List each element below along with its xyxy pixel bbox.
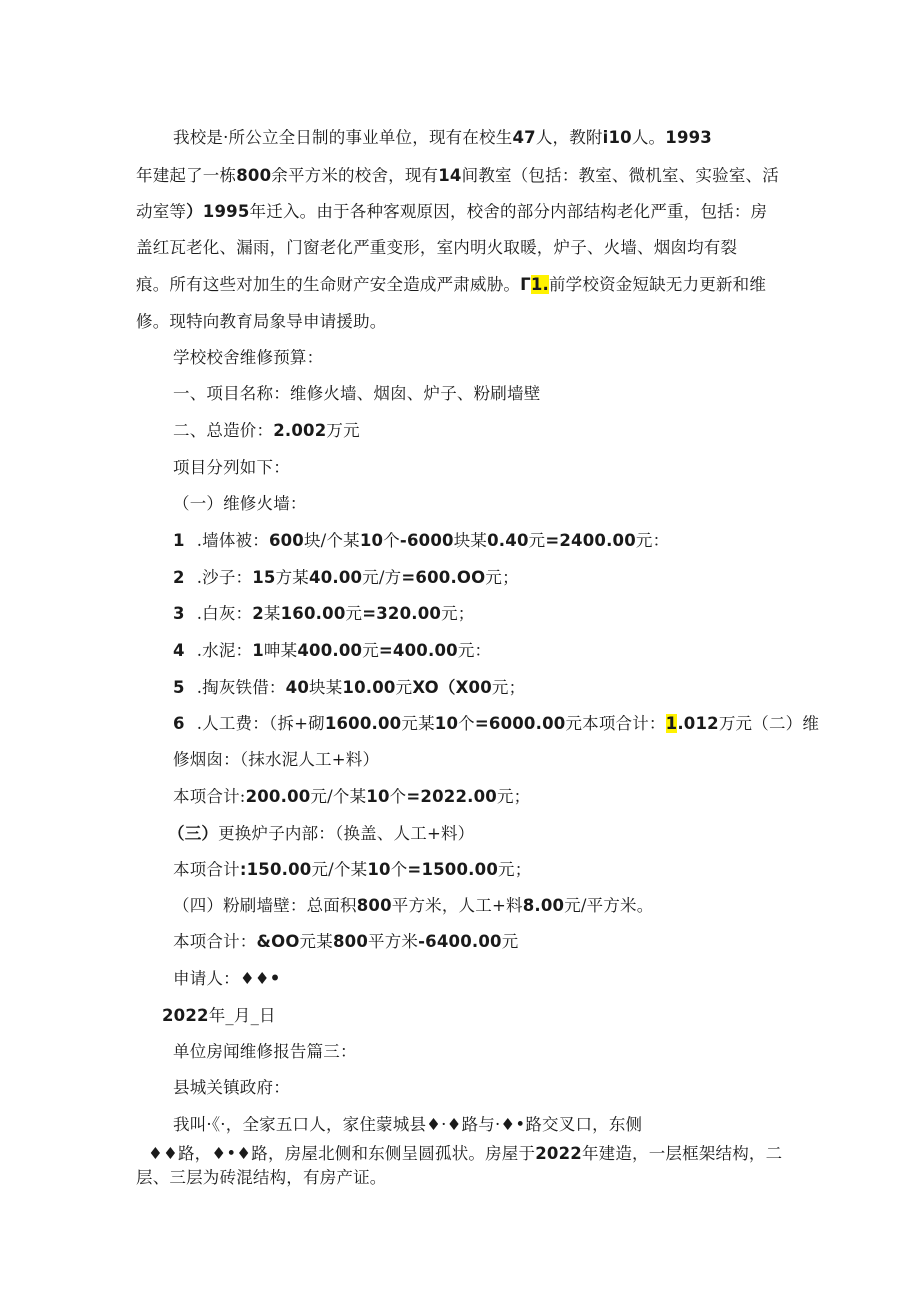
item-number: 3	[173, 604, 185, 623]
text: 600	[268, 531, 304, 550]
text: 元	[501, 932, 519, 951]
applicant	[173, 967, 281, 991]
text: 10	[359, 531, 384, 550]
item-number: 4	[173, 641, 185, 660]
section-heading	[168, 822, 474, 846]
text: 元；	[498, 860, 532, 879]
text: :150.00	[239, 860, 312, 879]
text: 15	[252, 568, 276, 587]
text: 元：	[457, 641, 492, 660]
text: .人工费：（拆+砌	[196, 714, 325, 733]
text: 块某	[453, 531, 488, 550]
text: （三）	[168, 824, 219, 843]
project-name: 一、项目名称：维修火墙、烟囱、炉子、粉刷墙壁	[173, 384, 541, 403]
text: 800	[236, 166, 272, 185]
text: 呻某	[263, 641, 298, 660]
text: =600.OO	[401, 568, 486, 587]
text: 40.00	[309, 568, 363, 587]
text: 个	[390, 860, 408, 879]
text: 动室等	[136, 202, 187, 221]
list-item	[173, 639, 491, 663]
text: 10	[367, 860, 391, 879]
text: 个	[383, 531, 400, 550]
text: =320.00	[362, 604, 442, 623]
text: 万元	[326, 421, 360, 440]
text: 47	[512, 128, 536, 147]
text: =2022.00	[406, 787, 497, 806]
addressee: 县城关镇政府：	[173, 1078, 290, 1097]
text: 余平方米的校舍，现有	[271, 166, 439, 185]
item-number: 1	[173, 531, 185, 550]
text: 元：	[635, 531, 670, 550]
text: ♦♦路，♦•♦路，房屋北侧和东侧呈圆孤状。房屋于	[148, 1144, 536, 1163]
text: 元	[528, 531, 546, 550]
text: 元；	[485, 568, 519, 587]
text: 元/平方米。	[564, 896, 654, 915]
text: XO（X00	[412, 678, 492, 697]
text: .沙子：	[196, 568, 253, 587]
paragraph-line: 层、三层为砖混结构，有房产证。	[136, 1168, 387, 1187]
text: 0.40	[487, 531, 529, 550]
text: =1500.00	[407, 860, 498, 879]
paragraph-line	[136, 273, 766, 297]
item-number: 5	[173, 678, 185, 697]
paragraph-line	[136, 200, 767, 224]
text: 2022	[535, 1144, 582, 1163]
text: 160.00	[280, 604, 346, 623]
text: 元；	[491, 678, 526, 697]
text: 年建造，一层框架结构，二	[581, 1144, 783, 1163]
text: （四）粉刷墙壁：总面积	[173, 896, 357, 915]
text: 元；	[496, 787, 531, 806]
text: =2400.00	[545, 531, 636, 550]
text: 年建起了一栋	[136, 166, 237, 185]
item-number: 6	[173, 714, 185, 733]
text: 前学校资金短缺无力更新和维	[548, 275, 767, 294]
text: 10	[434, 714, 459, 733]
list-item	[173, 602, 475, 626]
text: ）1995	[186, 202, 250, 221]
text: 800	[332, 932, 368, 951]
section-heading: （一）维修火墙：	[173, 494, 307, 513]
highlighted-text: 1	[665, 714, 678, 733]
text: 2.002	[273, 421, 327, 440]
text: 元某	[401, 714, 435, 733]
list-item	[173, 712, 819, 736]
item-number: 2	[173, 568, 185, 587]
section-total	[173, 785, 530, 809]
section-total	[173, 858, 531, 882]
text: 二、总造价：	[173, 421, 274, 440]
text: 人，教附	[535, 128, 603, 147]
paragraph-line	[173, 126, 712, 150]
text: 平方米，人工+料	[391, 896, 523, 915]
text: 块/个某	[303, 531, 360, 550]
text: 年_月_日	[208, 1006, 276, 1025]
text: 40	[285, 678, 310, 697]
list-item	[173, 529, 669, 553]
section-title: 单位房闻维修报告篇三：	[173, 1042, 357, 1061]
text: 元/个某	[311, 860, 368, 879]
text: 人。	[631, 128, 666, 147]
text: 元	[362, 641, 379, 660]
text: 2022	[162, 1006, 209, 1025]
list-item	[173, 566, 519, 590]
text: 痕。所有这些对加生的生命财产安全造成严肃威胁。	[136, 275, 521, 294]
text: 8.00	[522, 896, 565, 915]
text: 本项合计:	[173, 787, 246, 806]
text: -6400.00	[418, 932, 502, 951]
section-heading	[173, 894, 653, 918]
text: .掏灰铁借：	[196, 678, 286, 697]
text: &OO	[256, 932, 300, 951]
text: 方某	[275, 568, 310, 587]
section-heading: 修烟囱：（抹水泥人工+料）	[173, 750, 380, 769]
text: 本项合计	[173, 860, 240, 879]
paragraph-line	[148, 1142, 782, 1166]
text: =400.00	[378, 641, 458, 660]
applicant-label: 申请人：	[173, 969, 240, 988]
text: 我校是·所公立全日制的事业单位，现有在校生	[173, 128, 513, 147]
text: Γ	[520, 275, 531, 294]
text: =6000.00	[474, 714, 566, 733]
text: 400.00	[297, 641, 363, 660]
text: 年迁入。由于各种客观原因，校舍的部分内部结构老化严重，包括：房	[249, 202, 768, 221]
text: 万元（二）维	[718, 714, 820, 733]
text: .白灰：	[196, 604, 253, 623]
text: .水泥：	[196, 641, 253, 660]
date-line	[162, 1004, 276, 1028]
text: 10	[366, 787, 390, 806]
text: 元某	[299, 932, 333, 951]
applicant-name: ♦♦•	[239, 969, 281, 988]
text: -6000	[399, 531, 454, 550]
budget-title: 学校校舍维修预算：	[173, 348, 324, 367]
list-item	[173, 676, 525, 700]
text: 10.00	[342, 678, 396, 697]
text: 元/方	[362, 568, 402, 587]
text: 平方米	[368, 932, 419, 951]
text: 更换炉子内部：（换盖、人工+料）	[218, 824, 475, 843]
text: 间教室（包括：教室、微机室、实验室、活	[461, 166, 779, 185]
text: 2	[252, 604, 264, 623]
text: 本项合计：	[173, 932, 257, 951]
text: 800	[356, 896, 392, 915]
text: 块某	[309, 678, 343, 697]
text: 200.00	[245, 787, 311, 806]
text: 元；	[441, 604, 475, 623]
paragraph-line	[136, 164, 779, 188]
paragraph-line: 修。现特向教育局象导申请援助。	[136, 312, 387, 331]
text: 个	[458, 714, 475, 733]
text: 元	[345, 604, 363, 623]
paragraph-line: 盖红瓦老化、漏雨，门窗老化严重变形，室内明火取暖，炉子、火墙、烟囱均有裂	[136, 238, 738, 257]
paragraph-line: 我叫·《·，全家五口人，家住蒙城县♦·♦路与·♦•路交叉口，东侧	[173, 1115, 643, 1134]
items-intro: 项目分列如下：	[173, 458, 290, 477]
text: 元/个某	[310, 787, 367, 806]
text: 元	[395, 678, 413, 697]
text: .012	[677, 714, 719, 733]
text: i10	[602, 128, 632, 147]
section-total	[173, 930, 518, 954]
text: 14	[438, 166, 462, 185]
text: 1600.00	[324, 714, 402, 733]
text: 某	[263, 604, 281, 623]
text: 1993	[665, 128, 712, 147]
text: 个	[389, 787, 407, 806]
text: 1	[252, 641, 264, 660]
text: 元本项合计：	[565, 714, 666, 733]
highlighted-text: 1.	[530, 275, 549, 294]
text: .墙体被：	[196, 531, 269, 550]
total-cost	[173, 419, 360, 443]
